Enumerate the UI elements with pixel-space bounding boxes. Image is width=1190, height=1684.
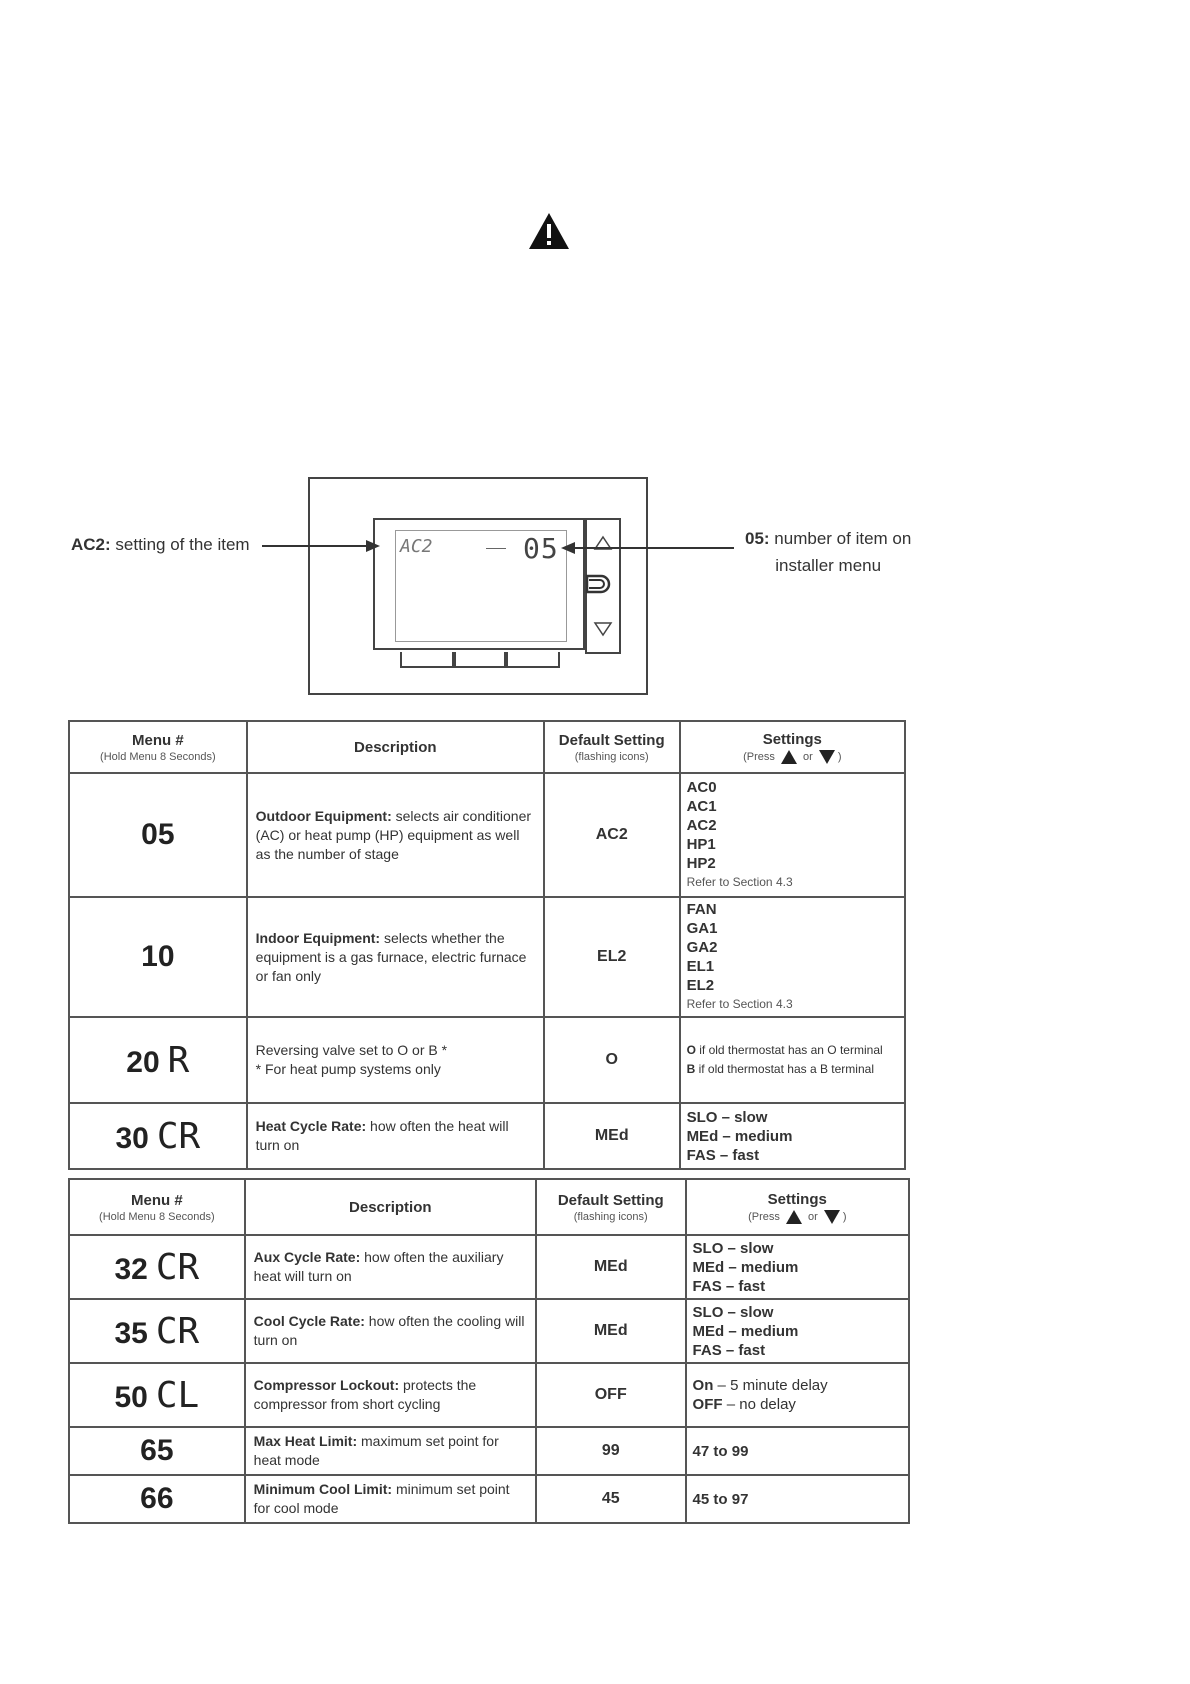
lcd-setting-value: AC2 (400, 536, 433, 557)
thermostat-foot-right (504, 652, 560, 668)
header-menu: Menu # (Hold Menu 8 Seconds) (69, 721, 247, 773)
up-arrow-icon[interactable] (592, 534, 614, 552)
default-setting: MEd (544, 1103, 680, 1169)
table-row (69, 1475, 909, 1523)
header-settings: Settings (Press or ) (686, 1179, 909, 1235)
menu-number: 65 (69, 1427, 245, 1475)
settings-cell: FAN GA1 GA2 EL1 EL2 Refer to Section 4.3 (680, 897, 905, 1017)
description-cell: Outdoor Equipment: selects air conditioner (AC) or heat pump (HP) equipment as well as the number of stage (247, 773, 544, 897)
default-setting: O (544, 1017, 680, 1103)
table-row (69, 1235, 909, 1299)
menu-number: 32 CR (69, 1235, 245, 1299)
header-description: Description (245, 1179, 536, 1235)
warning-triangle-icon (527, 211, 571, 251)
description-cell: Indoor Equipment: selects whether the equipment is a gas furnace, electric furnace or fan only (247, 897, 544, 1017)
installer-menu-table-2 (68, 1178, 910, 1524)
default-setting: EL2 (544, 897, 680, 1017)
default-setting: MEd (536, 1299, 686, 1363)
menu-number: 30 CR (69, 1103, 247, 1169)
table-header-row (69, 721, 905, 773)
default-setting: OFF (536, 1363, 686, 1427)
menu-number: 50 CL (69, 1363, 245, 1427)
lcd-item-number: 05 (523, 532, 559, 565)
header-description: Description (247, 721, 544, 773)
settings-cell: SLO – slow MEd – medium FAS – fast (686, 1235, 909, 1299)
callout-left-arrow (262, 545, 372, 547)
arrowhead-left-icon (561, 541, 575, 555)
menu-number: 05 (69, 773, 247, 897)
description-cell: Minimum Cool Limit: minimum set point for cool mode (245, 1475, 536, 1523)
menu-button-icon[interactable] (585, 572, 611, 596)
thermostat-foot-mid (452, 652, 508, 668)
header-menu: Menu # (Hold Menu 8 Seconds) (69, 1179, 245, 1235)
description-cell: Aux Cycle Rate: how often the auxiliary heat will turn on (245, 1235, 536, 1299)
down-triangle-icon (819, 750, 835, 764)
lcd-separator (486, 548, 506, 549)
table-header-row (69, 1179, 909, 1235)
up-triangle-icon (781, 750, 797, 764)
table-row (69, 1017, 905, 1103)
description-cell: Max Heat Limit: maximum set point for heat mode (245, 1427, 536, 1475)
menu-number: 35 CR (69, 1299, 245, 1363)
settings-cell: On – 5 minute delay OFF – no delay (686, 1363, 909, 1427)
table-row (69, 773, 905, 897)
thermostat-foot-left (400, 652, 456, 668)
settings-cell: AC0 AC1 AC2 HP1 HP2 Refer to Section 4.3 (680, 773, 905, 897)
arrowhead-right-icon (366, 539, 380, 553)
description-cell: Cool Cycle Rate: how often the cooling will turn on (245, 1299, 536, 1363)
down-arrow-icon[interactable] (592, 620, 614, 638)
description-cell: Reversing valve set to O or B * * For heat pump systems only (247, 1017, 544, 1103)
description-cell: Heat Cycle Rate: how often the heat will turn on (247, 1103, 544, 1169)
menu-number: 20 R (69, 1017, 247, 1103)
settings-cell: SLO – slow MEd – medium FAS – fast (686, 1299, 909, 1363)
down-triangle-icon (824, 1210, 840, 1224)
callout-right: 05: number of item on installer menu (745, 529, 912, 575)
menu-number: 66 (69, 1475, 245, 1523)
settings-cell: O if old thermostat has an O terminal B if old thermostat has a B terminal (680, 1017, 905, 1103)
settings-cell: SLO – slow MEd – medium FAS – fast (680, 1103, 905, 1169)
settings-cell: 45 to 97 (686, 1475, 909, 1523)
table-row (69, 897, 905, 1017)
header-default: Default Setting (flashing icons) (544, 721, 680, 773)
settings-cell: 47 to 99 (686, 1427, 909, 1475)
table-row (69, 1363, 909, 1427)
callout-left: AC2: setting of the item (71, 535, 250, 554)
table-row (69, 1427, 909, 1475)
installer-menu-table-1 (68, 720, 906, 1170)
header-settings: Settings (Press or ) (680, 721, 905, 773)
callout-right-arrow (568, 547, 734, 549)
menu-number: 10 (69, 897, 247, 1017)
header-default: Default Setting (flashing icons) (536, 1179, 686, 1235)
up-triangle-icon (786, 1210, 802, 1224)
default-setting: AC2 (544, 773, 680, 897)
description-cell: Compressor Lockout: protects the compressor from short cycling (245, 1363, 536, 1427)
table-row (69, 1299, 909, 1363)
default-setting: 45 (536, 1475, 686, 1523)
default-setting: MEd (536, 1235, 686, 1299)
table-row (69, 1103, 905, 1169)
default-setting: 99 (536, 1427, 686, 1475)
